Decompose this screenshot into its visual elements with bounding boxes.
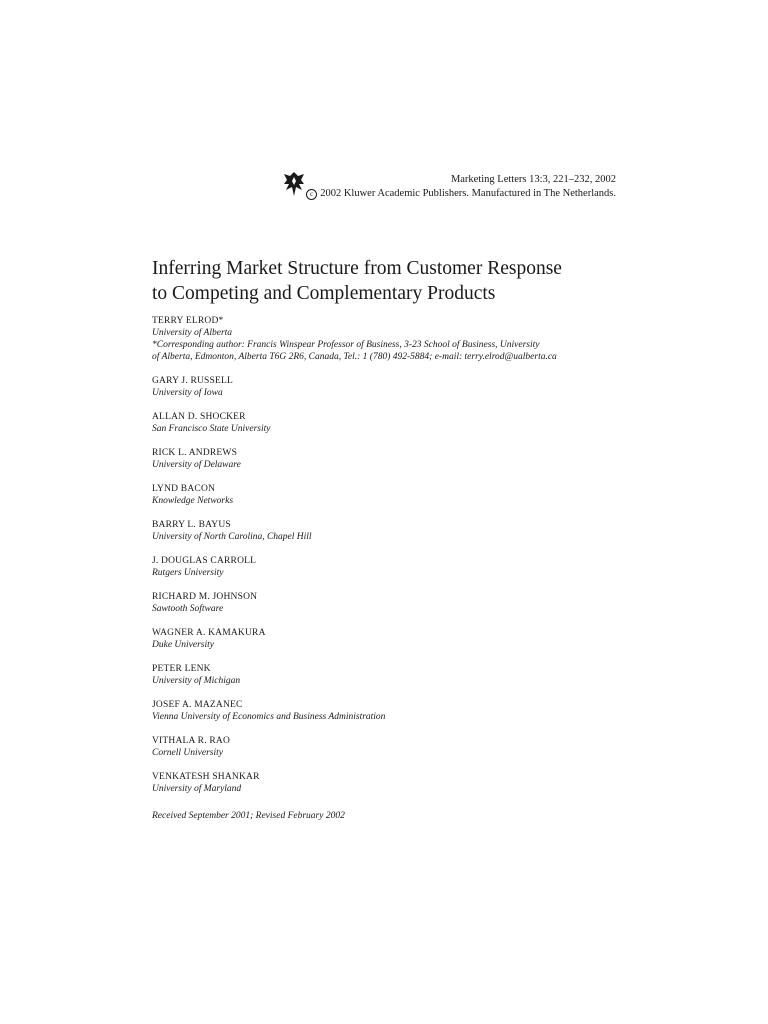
author-name: ALLAN D. SHOCKER: [152, 412, 246, 422]
author-affiliation: Cornell University: [152, 748, 223, 758]
author-name: RICHARD M. JOHNSON: [152, 592, 258, 602]
author-block: [152, 771, 632, 795]
author-note: of Alberta, Edmonton, Alberta T6G 2R6, Canada, Tel.: 1 (780) 492-5884; e-mail: terry.elrod@ualberta.ca: [152, 352, 557, 362]
author-name: J. DOUGLAS CARROLL: [152, 556, 257, 566]
author-block: [152, 315, 632, 363]
publisher-line: [306, 187, 616, 201]
author-note: *Corresponding author: Francis Winspear Professor of Business, 3-23 School of Business, University: [152, 340, 540, 350]
author-affiliation: Knowledge Networks: [152, 496, 234, 506]
title-line-1: Inferring Market Structure from Customer Response: [152, 258, 562, 279]
author-affiliation: Rutgers University: [152, 568, 224, 578]
author-block: [152, 555, 632, 579]
author-name: WAGNER A. KAMAKURA: [152, 628, 266, 638]
author-block: [152, 699, 632, 723]
author-block: [152, 735, 632, 759]
author-name: VENKATESH SHANKAR: [152, 772, 260, 782]
author-block: [152, 411, 632, 435]
copyright-icon: c: [306, 189, 317, 200]
author-block: [152, 627, 632, 651]
kluwer-logo-icon: [283, 171, 305, 197]
author-affiliation: University of North Carolina, Chapel Hill: [152, 532, 312, 542]
journal-header: [306, 173, 616, 201]
author-block: [152, 663, 632, 687]
author-name: RICK L. ANDREWS: [152, 448, 238, 458]
author-affiliation: San Francisco State University: [152, 424, 271, 434]
author-name: VITHALA R. RAO: [152, 736, 231, 746]
author-affiliation: University of Iowa: [152, 388, 223, 398]
author-affiliation: University of Maryland: [152, 784, 242, 794]
author-block: [152, 519, 632, 543]
author-affiliation: Vienna University of Economics and Business Administration: [152, 712, 386, 722]
paper-title: [152, 256, 632, 306]
author-name: PETER LENK: [152, 664, 211, 674]
author-name: GARY J. RUSSELL: [152, 376, 234, 386]
author-name: TERRY ELROD*: [152, 316, 224, 326]
author-affiliation: University of Delaware: [152, 460, 241, 470]
author-affiliation: University of Michigan: [152, 676, 241, 686]
author-block: [152, 483, 632, 507]
author-name: JOSEF A. MAZANEC: [152, 700, 243, 710]
author-name: LYND BACON: [152, 484, 216, 494]
author-affiliation: University of Alberta: [152, 328, 233, 338]
author-block: [152, 375, 632, 399]
author-block: [152, 591, 632, 615]
journal-line: Marketing Letters 13:3, 221–232, 2002: [450, 174, 616, 185]
author-list: [152, 315, 632, 807]
title-line-2: to Competing and Complementary Products: [152, 283, 496, 304]
author-block: [152, 447, 632, 471]
received-date: Received September 2001; Revised February 2002: [152, 811, 345, 821]
author-affiliation: Duke University: [152, 640, 214, 650]
publisher-text: 2002 Kluwer Academic Publishers. Manufactured in The Netherlands.: [320, 188, 616, 199]
author-affiliation: Sawtooth Software: [152, 604, 224, 614]
author-name: BARRY L. BAYUS: [152, 520, 231, 530]
